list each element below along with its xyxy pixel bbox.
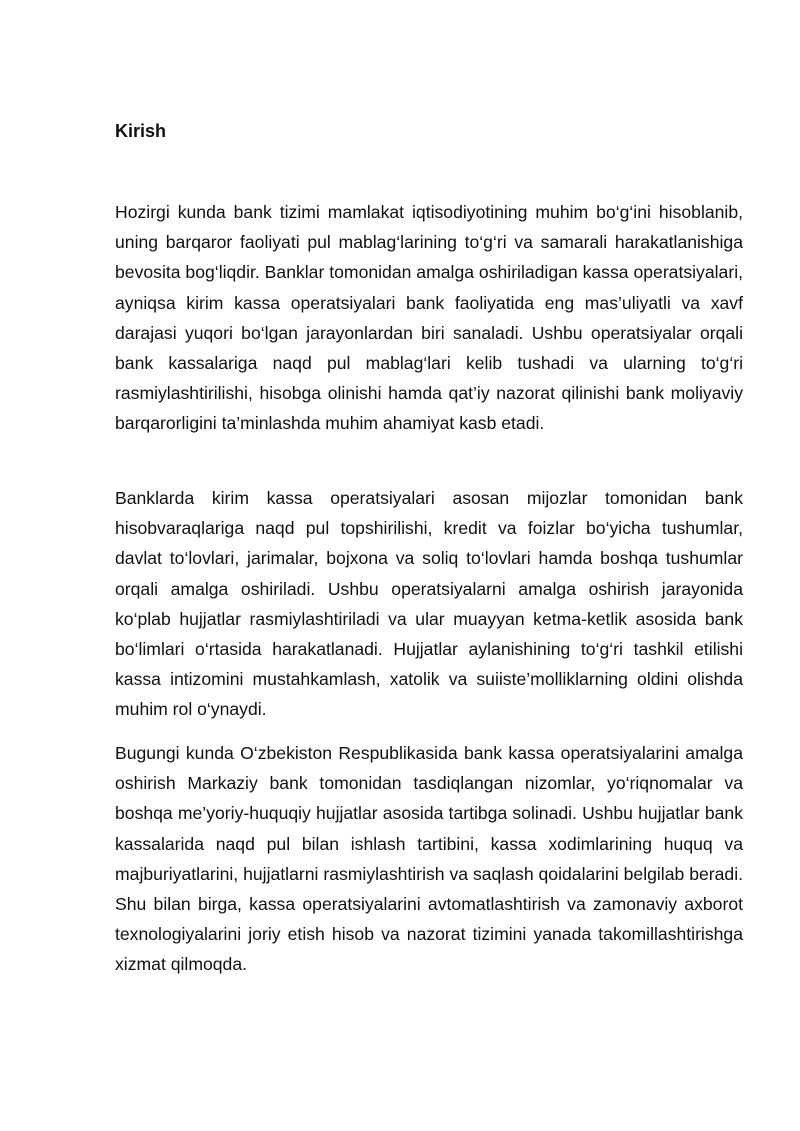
- paragraph-intro: Hozirgi kunda bank tizimi mamlakat iqtisodiyotining muhim bo‘g‘ini hisoblanib, uning barqaror faoliyati pul mablag‘larining to‘g‘ri va samarali harakatlanishiga bevosita bog‘liqdir. Banklar tomonidan amalga oshiriladigan kassa operatsiyalari, ayniqsa kirim kassa operatsiyalari bank faoliyatida eng mas’uliyatli va xavf darajasi yuqori bo‘lgan jarayonlardan biri sanaladi. Ushbu operatsiyalar orqali bank kassalariga naqd pul mablag‘lari kelib tushadi va ularning to‘g‘ri rasmiylashtirilishi, hisobga olinishi hamda qat’iy nazorat qilinishi bank moliyaviy barqarorligini ta’minlashda muhim ahamiyat kasb etadi.: [115, 202, 743, 434]
- section-heading: Kirish: [115, 121, 167, 141]
- paragraph-operations: Banklarda kirim kassa operatsiyalari asosan mijozlar tomonidan bank hisobvaraqlariga naqd pul topshirilishi, kredit va foizlar bo‘yicha tushumlar, davlat to‘lovlari, jarimalar, bojxona va soliq to‘lovlari hamda boshqa tushumlar orqali amalga oshiriladi. Ushbu operatsiyalarni amalga oshirish jarayonida ko‘plab hujjatlar rasmiylashtiriladi va ular muayyan ketma-ketlik asosida bank bo‘limlari o‘rtasida harakatlanadi. Hujjatlar aylanishining to‘g‘ri tashkil etilishi kassa intizomini mustahkamlash, xatolik va suiiste’molliklarning oldini olishda muhim rol o‘ynaydi.: [115, 488, 743, 720]
- paragraph-regulation: Bugungi kunda O‘zbekiston Respublikasida bank kassa operatsiyalarini amalga oshirish Markaziy bank tomonidan tasdiqlangan nizomlar, yo‘riqnomalar va boshqa me’yoriy-huquqiy hujjatlar asosida tartibga solinadi. Ushbu hujjatlar bank kassalarida naqd pul bilan ishlash tartibini, kassa xodimlarining huquq va majburiyatlarini, hujjatlarni rasmiylashtirish va saqlash qoidalarini belgilab beradi. Shu bilan birga, kassa operatsiyalarini avtomatlashtirish va zamonaviy axborot texnologiyalarini joriy etish hisob va nazorat tizimini yanada takomillashtirishga xizmat qilmoqda.: [115, 743, 743, 975]
